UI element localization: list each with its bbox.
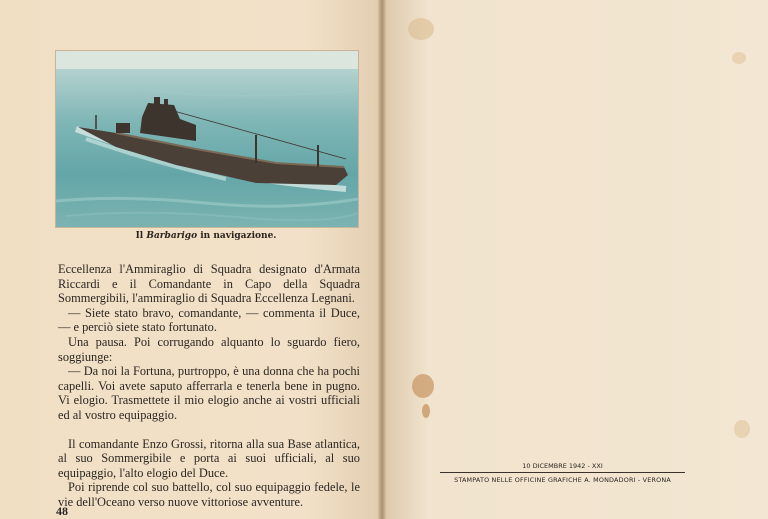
caption-prefix: Il — [135, 231, 147, 241]
right-page — [382, 0, 768, 519]
body-text — [58, 262, 360, 510]
left-page — [0, 0, 382, 519]
paragraph: Eccellenza l'Ammiraglio di Squadra designato d'Armata Riccardi e il Comandante in Capo della Squadra Sommergibili, l'ammiraglio di Squadra Eccellenza Legnani. — [58, 262, 360, 306]
submarine-photo — [55, 50, 359, 228]
foxing-stain — [408, 18, 434, 40]
photo-caption — [55, 231, 357, 241]
paragraph: Una pausa. Poi corrugando alquanto lo sguardo fiero, soggiunge: — [58, 334, 360, 364]
colophon-rule — [440, 472, 685, 473]
paragraph-gap — [58, 423, 360, 437]
book-gutter — [378, 0, 386, 519]
foxing-stain — [422, 404, 430, 418]
foxing-stain — [734, 420, 750, 438]
paragraph: — Siete stato bravo, comandante, — commenta il Duce, — e perciò siete stato fortunato. — [58, 305, 360, 335]
paragraph: Poi riprende col suo battello, col suo equipaggio fedele, le vie dell'Oceano verso nuove vittoriose avventure. — [58, 480, 360, 509]
colophon-date: 10 DICEMBRE 1942 - XXI — [522, 462, 603, 470]
foxing-stain — [732, 52, 746, 64]
caption-suffix: in navigazione. — [197, 231, 277, 241]
paragraph: Il comandante Enzo Grossi, ritorna alla sua Base atlantica, al suo Sommergibile e porta ai suoi ufficiali, al suo equipaggio, l'alto elogio del Duce. — [58, 436, 360, 480]
colophon-printer: STAMPATO NELLE OFFICINE GRAFICHE A. MONDADORI - VERONA — [454, 476, 671, 484]
paragraph: — Da noi la Fortuna, purtroppo, è una donna che ha pochi capelli. Voi avete saputo afferrarla e tenerla bene in pugno. Vi elogio. Trasmettete il mio elogio anche ai vostri ufficiali ed al vostro equipaggio. — [58, 364, 360, 422]
page-number: 48 — [56, 504, 68, 518]
foxing-stain — [412, 374, 434, 398]
caption-ship-name: Barbarigo — [146, 231, 198, 241]
